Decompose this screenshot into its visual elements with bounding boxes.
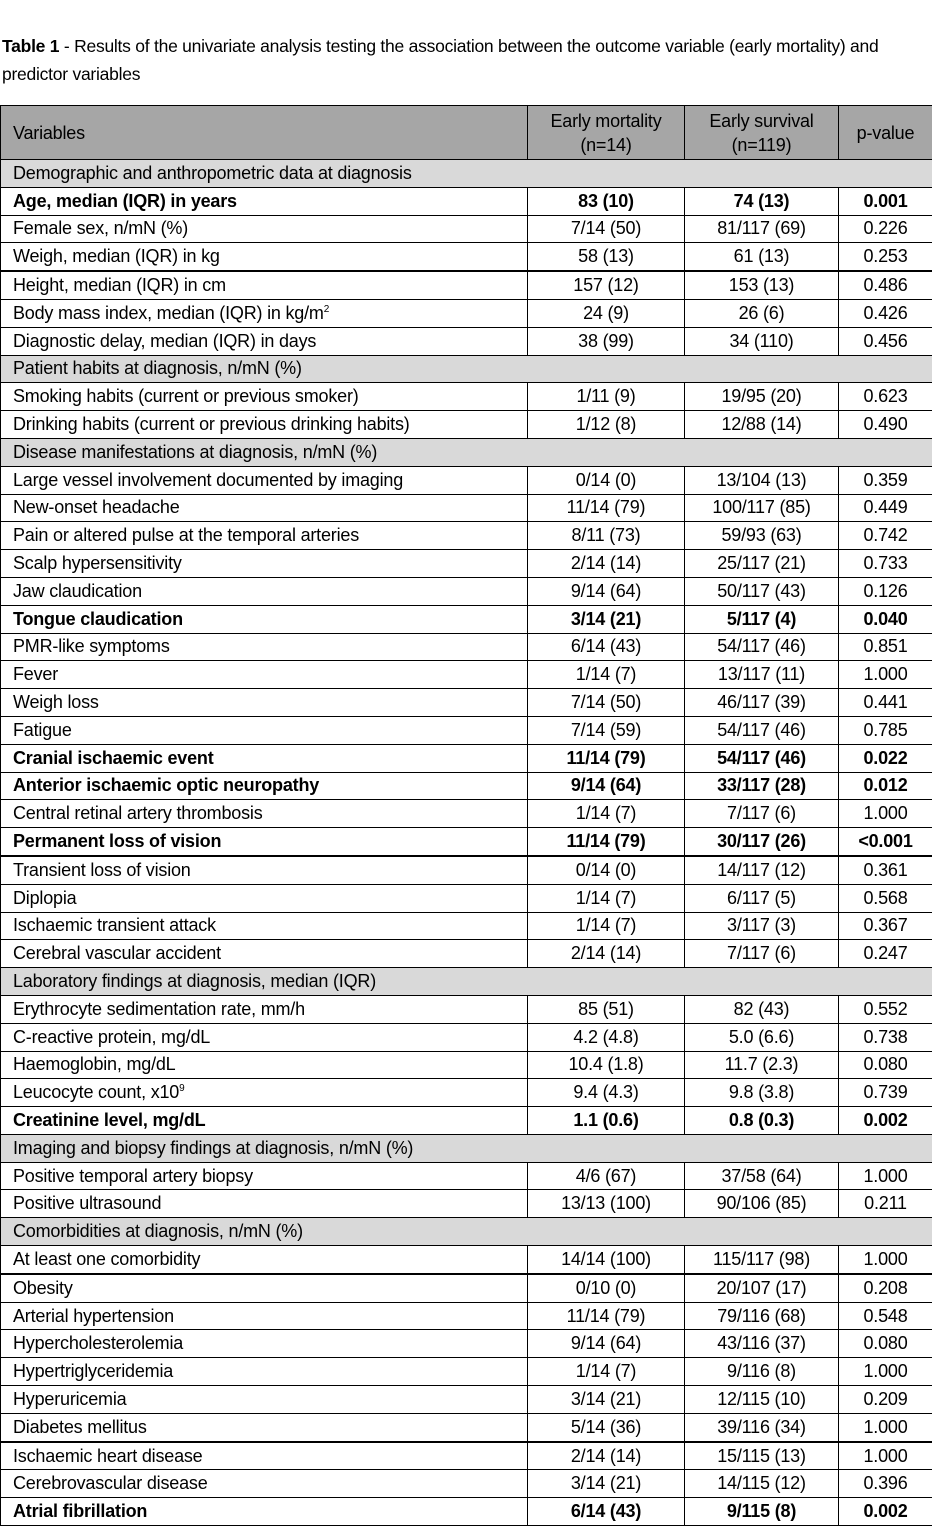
early-mortality-cell: 1/14 (7) <box>528 661 685 689</box>
early-survival-cell: 79/116 (68) <box>685 1302 839 1330</box>
variable-cell <box>1 912 528 940</box>
table-row <box>1 1498 932 1526</box>
early-mortality-cell: 11/14 (79) <box>528 828 685 856</box>
variable-cell <box>1 605 528 633</box>
p-value-cell: 0.738 <box>839 1023 932 1051</box>
early-survival-cell: 26 (6) <box>685 299 839 327</box>
early-survival-cell: 12/115 (10) <box>685 1386 839 1414</box>
variable-cell <box>1 1162 528 1190</box>
p-value-cell: 0.208 <box>839 1274 932 1302</box>
variable-cell <box>1 1330 528 1358</box>
header-early-mortality-n: (n=14) <box>580 135 631 155</box>
variable-cell <box>1 995 528 1023</box>
variable-cell <box>1 327 528 355</box>
early-survival-cell: 5.0 (6.6) <box>685 1023 839 1051</box>
section-header-row <box>1 160 932 188</box>
header-early-survival <box>685 106 839 160</box>
section-title: Patient habits at diagnosis, n/mN (%) <box>1 355 932 383</box>
variable-cell <box>1 411 528 439</box>
variable-label: Weigh loss <box>13 692 99 712</box>
p-value-cell: 1.000 <box>839 1413 932 1441</box>
table-caption-text: - Results of the univariate analysis testing the association between the outcome variable (early mortality) and predictor variables <box>2 36 879 84</box>
variable-cell <box>1 633 528 661</box>
early-survival-cell: 13/104 (13) <box>685 466 839 494</box>
table-row <box>1 550 932 578</box>
variable-label: Positive ultrasound <box>13 1193 161 1213</box>
section-header-row <box>1 1218 932 1246</box>
p-value-cell: 1.000 <box>839 800 932 828</box>
univariate-analysis-table <box>0 105 932 1526</box>
p-value-cell: 0.253 <box>839 243 932 271</box>
p-value-cell: 0.449 <box>839 494 932 522</box>
variable-cell <box>1 466 528 494</box>
section-header-row <box>1 438 932 466</box>
early-mortality-cell: 13/13 (100) <box>528 1190 685 1218</box>
variable-label: Positive temporal artery biopsy <box>13 1166 253 1186</box>
early-survival-cell: 54/117 (46) <box>685 716 839 744</box>
variable-cell <box>1 1023 528 1051</box>
table-row <box>1 243 932 271</box>
early-mortality-cell: 4/6 (67) <box>528 1162 685 1190</box>
variable-label: Haemoglobin, mg/dL <box>13 1054 176 1074</box>
table-row <box>1 856 932 884</box>
table-row <box>1 940 932 968</box>
table-row <box>1 299 932 327</box>
variable-cell <box>1 856 528 884</box>
table-row <box>1 633 932 661</box>
early-mortality-cell: 9/14 (64) <box>528 772 685 800</box>
variable-label: Drinking habits (current or previous drinking habits) <box>13 414 410 434</box>
variable-label: Permanent loss of vision <box>13 831 221 851</box>
header-early-mortality <box>528 106 685 160</box>
superscript: 9 <box>179 1083 184 1094</box>
early-survival-cell: 11.7 (2.3) <box>685 1051 839 1079</box>
p-value-cell: 0.022 <box>839 744 932 772</box>
section-title: Comorbidities at diagnosis, n/mN (%) <box>1 1218 932 1246</box>
early-mortality-cell: 3/14 (21) <box>528 1386 685 1414</box>
early-mortality-cell: 1/14 (7) <box>528 800 685 828</box>
header-p-value: p-value <box>839 106 932 160</box>
early-survival-cell: 12/88 (14) <box>685 411 839 439</box>
early-mortality-cell: 5/14 (36) <box>528 1413 685 1441</box>
table-row <box>1 1023 932 1051</box>
table-row <box>1 411 932 439</box>
early-survival-cell: 25/117 (21) <box>685 550 839 578</box>
variable-label: Pain or altered pulse at the temporal arteries <box>13 525 359 545</box>
variable-cell <box>1 800 528 828</box>
early-survival-cell: 3/117 (3) <box>685 912 839 940</box>
variable-label: Cranial ischaemic event <box>13 748 214 768</box>
variable-cell <box>1 1498 528 1526</box>
p-value-cell: 0.739 <box>839 1079 932 1107</box>
variable-label: Creatinine level, mg/dL <box>13 1110 205 1130</box>
superscript: 2 <box>324 304 329 315</box>
variable-label: Hyperuricemia <box>13 1389 126 1409</box>
variable-label: Hypercholesterolemia <box>13 1333 183 1353</box>
table-row <box>1 884 932 912</box>
variable-label: Anterior ischaemic optic neuropathy <box>13 775 319 795</box>
variable-label: Height, median (IQR) in cm <box>13 275 226 295</box>
section-header-row <box>1 355 932 383</box>
p-value-cell: 0.002 <box>839 1107 932 1135</box>
variable-cell <box>1 187 528 215</box>
variable-label: New-onset headache <box>13 497 180 517</box>
variable-cell <box>1 522 528 550</box>
variable-label: PMR-like symptoms <box>13 636 170 656</box>
early-mortality-cell: 11/14 (79) <box>528 494 685 522</box>
p-value-cell: 0.247 <box>839 940 932 968</box>
p-value-cell: 0.080 <box>839 1051 932 1079</box>
variable-label: Diagnostic delay, median (IQR) in days <box>13 331 316 351</box>
table-body <box>1 160 932 1526</box>
p-value-cell: 0.456 <box>839 327 932 355</box>
early-survival-cell: 19/95 (20) <box>685 383 839 411</box>
early-mortality-cell: 157 (12) <box>528 271 685 299</box>
variable-cell <box>1 1079 528 1107</box>
early-survival-cell: 74 (13) <box>685 187 839 215</box>
table-row <box>1 522 932 550</box>
p-value-cell: 1.000 <box>839 661 932 689</box>
early-mortality-cell: 6/14 (43) <box>528 1498 685 1526</box>
table-row <box>1 716 932 744</box>
section-title: Disease manifestations at diagnosis, n/mN (%) <box>1 438 932 466</box>
section-header-row <box>1 968 932 996</box>
p-value-cell: 1.000 <box>839 1246 932 1274</box>
p-value-cell: 0.486 <box>839 271 932 299</box>
early-survival-cell: 37/58 (64) <box>685 1162 839 1190</box>
early-survival-cell: 43/116 (37) <box>685 1330 839 1358</box>
variable-cell <box>1 661 528 689</box>
early-mortality-cell: 4.2 (4.8) <box>528 1023 685 1051</box>
header-early-survival-n: (n=119) <box>732 135 792 155</box>
table-row <box>1 995 932 1023</box>
early-survival-cell: 90/106 (85) <box>685 1190 839 1218</box>
p-value-cell: <0.001 <box>839 828 932 856</box>
variable-cell <box>1 940 528 968</box>
p-value-cell: 0.568 <box>839 884 932 912</box>
early-mortality-cell: 1/14 (7) <box>528 1358 685 1386</box>
variable-cell <box>1 1386 528 1414</box>
p-value-cell: 0.359 <box>839 466 932 494</box>
table-row <box>1 215 932 243</box>
variable-label: Ischaemic transient attack <box>13 915 216 935</box>
variable-label: Age, median (IQR) in years <box>13 191 237 211</box>
early-survival-cell: 54/117 (46) <box>685 633 839 661</box>
variable-label: Cerebral vascular accident <box>13 943 221 963</box>
variable-cell <box>1 1470 528 1498</box>
table-row <box>1 772 932 800</box>
p-value-cell: 0.211 <box>839 1190 932 1218</box>
early-mortality-cell: 6/14 (43) <box>528 633 685 661</box>
early-survival-cell: 7/117 (6) <box>685 940 839 968</box>
variable-cell <box>1 1051 528 1079</box>
table-row <box>1 828 932 856</box>
table-row <box>1 1274 932 1302</box>
early-survival-cell: 9/115 (8) <box>685 1498 839 1526</box>
table-row <box>1 1442 932 1470</box>
early-survival-cell: 9.8 (3.8) <box>685 1079 839 1107</box>
variable-label: Hypertriglyceridemia <box>13 1361 173 1381</box>
p-value-cell: 0.361 <box>839 856 932 884</box>
variable-label: Cerebrovascular disease <box>13 1473 208 1493</box>
early-mortality-cell: 2/14 (14) <box>528 1442 685 1470</box>
table-row <box>1 383 932 411</box>
early-survival-cell: 61 (13) <box>685 243 839 271</box>
table-row <box>1 1470 932 1498</box>
p-value-cell: 0.040 <box>839 605 932 633</box>
variable-cell <box>1 299 528 327</box>
variable-label: Body mass index, median (IQR) in kg/m <box>13 303 324 323</box>
variable-label: Arterial hypertension <box>13 1306 174 1326</box>
variable-cell <box>1 1107 528 1135</box>
early-mortality-cell: 2/14 (14) <box>528 550 685 578</box>
p-value-cell: 0.126 <box>839 577 932 605</box>
table-row <box>1 1358 932 1386</box>
early-survival-cell: 14/115 (12) <box>685 1470 839 1498</box>
variable-label: Diabetes mellitus <box>13 1417 147 1437</box>
early-survival-cell: 30/117 (26) <box>685 828 839 856</box>
p-value-cell: 0.742 <box>839 522 932 550</box>
early-survival-cell: 14/117 (12) <box>685 856 839 884</box>
p-value-cell: 0.209 <box>839 1386 932 1414</box>
variable-cell <box>1 744 528 772</box>
header-early-mortality-label: Early mortality <box>550 111 661 131</box>
early-survival-cell: 9/116 (8) <box>685 1358 839 1386</box>
variable-cell <box>1 772 528 800</box>
early-survival-cell: 20/107 (17) <box>685 1274 839 1302</box>
early-survival-cell: 81/117 (69) <box>685 215 839 243</box>
variable-cell <box>1 577 528 605</box>
variable-cell <box>1 215 528 243</box>
header-variables: Variables <box>1 106 528 160</box>
table-row <box>1 187 932 215</box>
header-early-survival-label: Early survival <box>709 111 813 131</box>
early-mortality-cell: 2/14 (14) <box>528 940 685 968</box>
table-caption <box>2 32 932 88</box>
variable-label: Jaw claudication <box>13 581 142 601</box>
p-value-cell: 1.000 <box>839 1442 932 1470</box>
early-survival-cell: 15/115 (13) <box>685 1442 839 1470</box>
variable-cell <box>1 1413 528 1441</box>
table-label: Table 1 <box>2 36 59 56</box>
table-row <box>1 1386 932 1414</box>
variable-label: Scalp hypersensitivity <box>13 553 182 573</box>
variable-cell <box>1 243 528 271</box>
table-row <box>1 1162 932 1190</box>
early-mortality-cell: 0/14 (0) <box>528 466 685 494</box>
early-survival-cell: 100/117 (85) <box>685 494 839 522</box>
variable-label: Leucocyte count, x10 <box>13 1082 179 1102</box>
early-survival-cell: 34 (110) <box>685 327 839 355</box>
p-value-cell: 0.001 <box>839 187 932 215</box>
variable-label: Diplopia <box>13 888 76 908</box>
early-mortality-cell: 11/14 (79) <box>528 1302 685 1330</box>
table-row <box>1 912 932 940</box>
p-value-cell: 0.002 <box>839 1498 932 1526</box>
early-mortality-cell: 24 (9) <box>528 299 685 327</box>
section-title: Imaging and biopsy findings at diagnosis, n/mN (%) <box>1 1134 932 1162</box>
early-mortality-cell: 7/14 (59) <box>528 716 685 744</box>
early-mortality-cell: 9.4 (4.3) <box>528 1079 685 1107</box>
early-survival-cell: 82 (43) <box>685 995 839 1023</box>
early-mortality-cell: 1/12 (8) <box>528 411 685 439</box>
variable-cell <box>1 1274 528 1302</box>
early-mortality-cell: 1/11 (9) <box>528 383 685 411</box>
early-survival-cell: 5/117 (4) <box>685 605 839 633</box>
variable-cell <box>1 1302 528 1330</box>
variable-label: Ischaemic heart disease <box>13 1446 203 1466</box>
early-survival-cell: 33/117 (28) <box>685 772 839 800</box>
early-survival-cell: 39/116 (34) <box>685 1413 839 1441</box>
early-mortality-cell: 10.4 (1.8) <box>528 1051 685 1079</box>
p-value-cell: 0.226 <box>839 215 932 243</box>
table-row <box>1 1190 932 1218</box>
early-mortality-cell: 3/14 (21) <box>528 605 685 633</box>
p-value-cell: 0.552 <box>839 995 932 1023</box>
table-header <box>1 106 932 160</box>
header-row <box>1 106 932 160</box>
table-row <box>1 605 932 633</box>
p-value-cell: 0.548 <box>839 1302 932 1330</box>
p-value-cell: 1.000 <box>839 1162 932 1190</box>
early-mortality-cell: 11/14 (79) <box>528 744 685 772</box>
variable-label: Female sex, n/mN (%) <box>13 218 188 238</box>
variable-label: Fever <box>13 664 58 684</box>
variable-label: Erythrocyte sedimentation rate, mm/h <box>13 999 305 1019</box>
table-row <box>1 1107 932 1135</box>
early-mortality-cell: 83 (10) <box>528 187 685 215</box>
early-survival-cell: 50/117 (43) <box>685 577 839 605</box>
early-mortality-cell: 14/14 (100) <box>528 1246 685 1274</box>
variable-label: C-reactive protein, mg/dL <box>13 1027 210 1047</box>
p-value-cell: 0.080 <box>839 1330 932 1358</box>
variable-cell <box>1 884 528 912</box>
table-row <box>1 1051 932 1079</box>
variable-cell <box>1 1190 528 1218</box>
early-mortality-cell: 0/10 (0) <box>528 1274 685 1302</box>
p-value-cell: 0.785 <box>839 716 932 744</box>
p-value-cell: 0.426 <box>839 299 932 327</box>
section-title: Demographic and anthropometric data at diagnosis <box>1 160 932 188</box>
early-survival-cell: 153 (13) <box>685 271 839 299</box>
variable-label: At least one comorbidity <box>13 1249 200 1269</box>
variable-label: Central retinal artery thrombosis <box>13 803 263 823</box>
variable-cell <box>1 828 528 856</box>
early-mortality-cell: 85 (51) <box>528 995 685 1023</box>
p-value-cell: 0.012 <box>839 772 932 800</box>
variable-cell <box>1 716 528 744</box>
early-mortality-cell: 38 (99) <box>528 327 685 355</box>
variable-label: Fatigue <box>13 720 72 740</box>
table-row <box>1 1413 932 1441</box>
section-header-row <box>1 1134 932 1162</box>
p-value-cell: 0.367 <box>839 912 932 940</box>
section-title: Laboratory findings at diagnosis, median (IQR) <box>1 968 932 996</box>
early-survival-cell: 59/93 (63) <box>685 522 839 550</box>
early-survival-cell: 7/117 (6) <box>685 800 839 828</box>
variable-cell <box>1 494 528 522</box>
variable-cell <box>1 383 528 411</box>
table-row <box>1 577 932 605</box>
early-mortality-cell: 1.1 (0.6) <box>528 1107 685 1135</box>
early-mortality-cell: 7/14 (50) <box>528 215 685 243</box>
early-mortality-cell: 3/14 (21) <box>528 1470 685 1498</box>
variable-cell <box>1 550 528 578</box>
table-row <box>1 800 932 828</box>
table-row <box>1 1330 932 1358</box>
table-row <box>1 466 932 494</box>
p-value-cell: 0.441 <box>839 689 932 717</box>
early-mortality-cell: 58 (13) <box>528 243 685 271</box>
table-row <box>1 661 932 689</box>
variable-label: Tongue claudication <box>13 609 183 629</box>
table-row <box>1 327 932 355</box>
variable-cell <box>1 1246 528 1274</box>
p-value-cell: 0.733 <box>839 550 932 578</box>
early-mortality-cell: 8/11 (73) <box>528 522 685 550</box>
early-survival-cell: 13/117 (11) <box>685 661 839 689</box>
early-mortality-cell: 1/14 (7) <box>528 912 685 940</box>
p-value-cell: 1.000 <box>839 1358 932 1386</box>
early-survival-cell: 46/117 (39) <box>685 689 839 717</box>
early-mortality-cell: 9/14 (64) <box>528 577 685 605</box>
p-value-cell: 0.851 <box>839 633 932 661</box>
table-row <box>1 271 932 299</box>
p-value-cell: 0.396 <box>839 1470 932 1498</box>
p-value-cell: 0.490 <box>839 411 932 439</box>
variable-cell <box>1 1358 528 1386</box>
early-survival-cell: 6/117 (5) <box>685 884 839 912</box>
early-survival-cell: 115/117 (98) <box>685 1246 839 1274</box>
variable-cell <box>1 271 528 299</box>
table-row <box>1 1079 932 1107</box>
table-row <box>1 689 932 717</box>
variable-label: Weigh, median (IQR) in kg <box>13 246 220 266</box>
variable-label: Transient loss of vision <box>13 860 191 880</box>
early-mortality-cell: 7/14 (50) <box>528 689 685 717</box>
early-survival-cell: 54/117 (46) <box>685 744 839 772</box>
early-survival-cell: 0.8 (0.3) <box>685 1107 839 1135</box>
table-row <box>1 1246 932 1274</box>
p-value-cell: 0.623 <box>839 383 932 411</box>
variable-cell <box>1 689 528 717</box>
variable-label: Large vessel involvement documented by imaging <box>13 470 403 490</box>
early-mortality-cell: 0/14 (0) <box>528 856 685 884</box>
variable-label: Obesity <box>13 1278 73 1298</box>
variable-label: Smoking habits (current or previous smoker) <box>13 386 359 406</box>
variable-label: Atrial fibrillation <box>13 1501 147 1521</box>
early-mortality-cell: 9/14 (64) <box>528 1330 685 1358</box>
table-row <box>1 494 932 522</box>
table-row <box>1 744 932 772</box>
variable-cell <box>1 1442 528 1470</box>
table-row <box>1 1302 932 1330</box>
early-mortality-cell: 1/14 (7) <box>528 884 685 912</box>
